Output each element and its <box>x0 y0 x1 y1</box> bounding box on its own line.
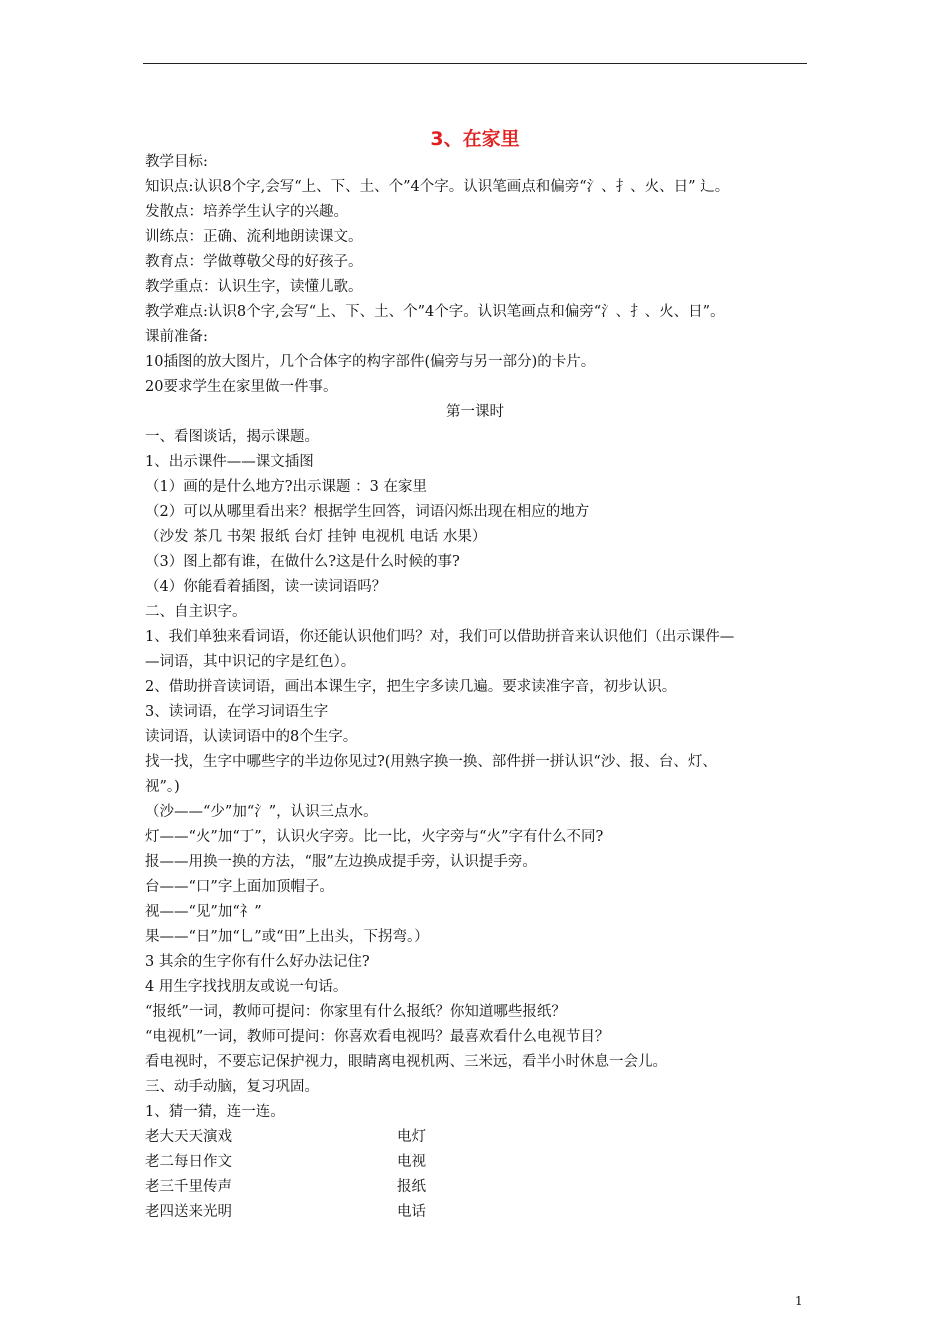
text-line: “报纸”一词，教师可提问：你家里有什么报纸？你知道哪些报纸？ <box>145 1004 566 1020</box>
text-line: 找一找，生字中哪些字的半边你见过?(用熟字换一换、部件拼一拼认识“沙、报、台、灯、 <box>145 754 717 770</box>
text-line: 2、借助拼音读词语，画出本课生字，把生字多读几遍。要求读准字音，初步认识。 <box>145 679 677 695</box>
text-line: 4 用生字找找朋友或说一句话。 <box>145 979 348 995</box>
text-line: 教育点：学做尊敬父母的好孩子。 <box>145 254 363 270</box>
text-line: 台——“口”字上面加顶帽子。 <box>145 879 334 895</box>
riddle-clue: 老三千里传声 <box>145 1179 232 1195</box>
text-line: 3 其余的生字你有什么好办法记住? <box>145 954 370 970</box>
text-line: 三、动手动脑，复习巩固。 <box>145 1079 319 1095</box>
riddle-answer: 电视 <box>397 1154 426 1170</box>
text-line: （沙发 茶几 书架 报纸 台灯 挂钟 电视机 电话 水果） <box>145 529 487 545</box>
text-line: “电视机”一词，教师可提问：你喜欢看电视吗？最喜欢看什么电视节目？ <box>145 1029 610 1045</box>
text-line: （1）画的是什么地方?出示课题 ：3 在家里 <box>145 479 427 495</box>
riddle-clue: 老大天天演戏 <box>145 1129 232 1145</box>
text-line: —词语，其中识记的字是红色）。 <box>145 654 356 670</box>
riddle-clue: 老二每日作文 <box>145 1154 232 1170</box>
text-line: （4）你能看着插图，读一读词语吗？ <box>145 579 387 595</box>
text-line: 读词语，认读词语中的8个生字。 <box>145 729 358 745</box>
riddle-clue: 老四送来光明 <box>145 1204 232 1220</box>
text-line: （3）图上都有谁，在做什么?这是什么时候的事? <box>145 554 460 570</box>
text-line: 教学目标: <box>145 154 208 170</box>
text-line: 20要求学生在家里做一件事。 <box>145 379 338 395</box>
text-line: 课前准备: <box>145 329 208 345</box>
page-number: 1 <box>795 1294 803 1308</box>
text-line: 二、自主识字。 <box>145 604 247 620</box>
text-line: 1、猜一猜，连一连。 <box>145 1104 285 1120</box>
text-line: 教学重点：认识生字，读懂儿歌。 <box>145 279 363 295</box>
riddle-answer: 报纸 <box>397 1179 426 1195</box>
text-line: （沙——“少”加“氵”，认识三点水。 <box>145 804 378 820</box>
text-line: 10插图的放大图片，几个合体字的构字部件(偏旁与另一部分)的卡片。 <box>145 354 596 370</box>
text-line: 知识点:认识8个字,会写“上、下、土、个”4个字。认识笔画点和偏旁“氵、扌、火、日” 辶。 <box>145 179 730 195</box>
riddle-answer: 电话 <box>397 1204 426 1220</box>
text-line: （2）可以从哪里看出来？根据学生回答，词语闪烁出现在相应的地方 <box>145 504 590 520</box>
text-line: 3、读词语，在学习词语生字 <box>145 704 329 720</box>
header-rule <box>143 63 807 64</box>
text-line: 视——“见”加“礻” <box>145 904 262 920</box>
section-heading: 第一课时 <box>446 404 504 420</box>
text-line: 发散点：培养学生认字的兴趣。 <box>145 204 348 220</box>
text-line: 报——用换一换的方法，“服”左边换成提手旁，认识提手旁。 <box>145 854 537 870</box>
text-line: 果——“日”加“乚”或“田”上出头，下拐弯。） <box>145 929 429 945</box>
text-line: 1、出示课件——课文插图 <box>145 454 314 470</box>
text-line: 1、我们单独来看词语，你还能认识他们吗？对，我们可以借助拼音来认识他们（出示课件— <box>145 629 735 645</box>
text-line: 看电视时，不要忘记保护视力，眼睛离电视机两、三米远，看半小时休息一会儿。 <box>145 1054 667 1070</box>
text-line: 训练点：正确、流利地朗读课文。 <box>145 229 363 245</box>
document-title: 3、在家里 <box>430 128 520 150</box>
riddle-answer: 电灯 <box>397 1129 426 1145</box>
text-line: 一、看图谈话，揭示课题。 <box>145 429 319 445</box>
text-line: 灯——“火”加“丁”，认识火字旁。比一比，火字旁与“火”字有什么不同? <box>145 829 604 845</box>
text-line: 视”。) <box>145 779 180 795</box>
text-line: 教学难点:认识8个字,会写“上、下、土、个”4个字。认识笔画点和偏旁“氵、扌、火、日”。 <box>145 304 725 320</box>
